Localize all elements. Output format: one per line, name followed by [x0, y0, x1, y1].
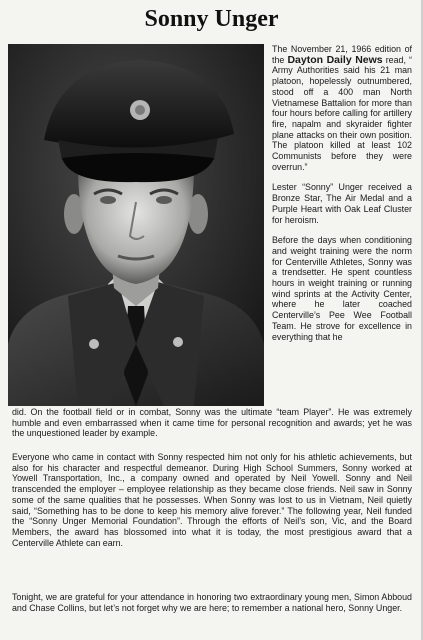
- respect-paragraph: Everyone who came in contact with Sonny respected him not only for his athletic achievements, but also for his character and respectful demeanor. During High School Summers, Sonny worked at Yowell Transportation, Inc., a company owned and operated by Neil Yowell. Sonny and Neil transcended the employer – employee relationship as they became close friends. Neil saw in Sonny some of the same qualities that he possesses. When Sonny was lost to us in Vietnam, Neil quietly said, “Something has to be done to keep his memory alive forever.” The following year, Neil funded the “Sonny Unger Memorial Foundation”. Through the efforts of Neil’s son, Vic, and the Board Members, the award has blossomed into what it is today, the most prestigious award that a Centerville Athlete can earn.: [12, 452, 412, 548]
- intro-text-before: The November 21, 1966 edition of the: [272, 44, 412, 65]
- newspaper-name: Dayton Daily News: [287, 53, 383, 66]
- portrait-photo: [8, 44, 264, 406]
- right-column: [272, 44, 412, 352]
- trendsetter-continuation-text: did. On the football field or in combat, Sonny was the ultimate “team Player”. He was extremely humble and even embarrassed when it came time for personal recognition and awards; yet he was the unquestioned leader by example.: [12, 407, 412, 439]
- intro-paragraph: [272, 44, 412, 172]
- awards-paragraph: Lester “Sonny” Unger received a Bronze Star, The Air Medal and a Purple Heart with Oak Leaf Cluster for heroism.: [272, 182, 412, 225]
- respect-paragraph-block: [12, 452, 412, 548]
- closing-paragraph-block: [12, 592, 412, 613]
- trendsetter-paragraph: Before the days when conditioning and weight training were the norm for Centerville Athletes, Sonny was a trendsetter. He spent countless hours in weight training or running wind sprints at the Activity Center, where he later coached Centerville’s Pee Wee Football Team. He strove for excellence in everything that he: [272, 235, 412, 342]
- intro-text-after: read, “ Army Authorities said his 21 man platoon, hopelessly outnumbered, stood off a 400 man North Vietnamese Battalion for more than four hours before calling for artillery fire, napalm and skyraider fighter plane attacks on their own position. The platoon killed at least 102 Communists before they were overrun.”: [272, 54, 413, 172]
- closing-paragraph: Tonight, we are grateful for your attendance in honoring two extraordinary young men, Simon Abboud and Chase Collins, but let’s not forget why we are here; to remember a national hero, Sonny Unger.: [12, 592, 412, 613]
- trendsetter-continuation: [12, 407, 412, 439]
- page-title: Sonny Unger: [144, 6, 279, 32]
- soldier-portrait: [8, 44, 264, 406]
